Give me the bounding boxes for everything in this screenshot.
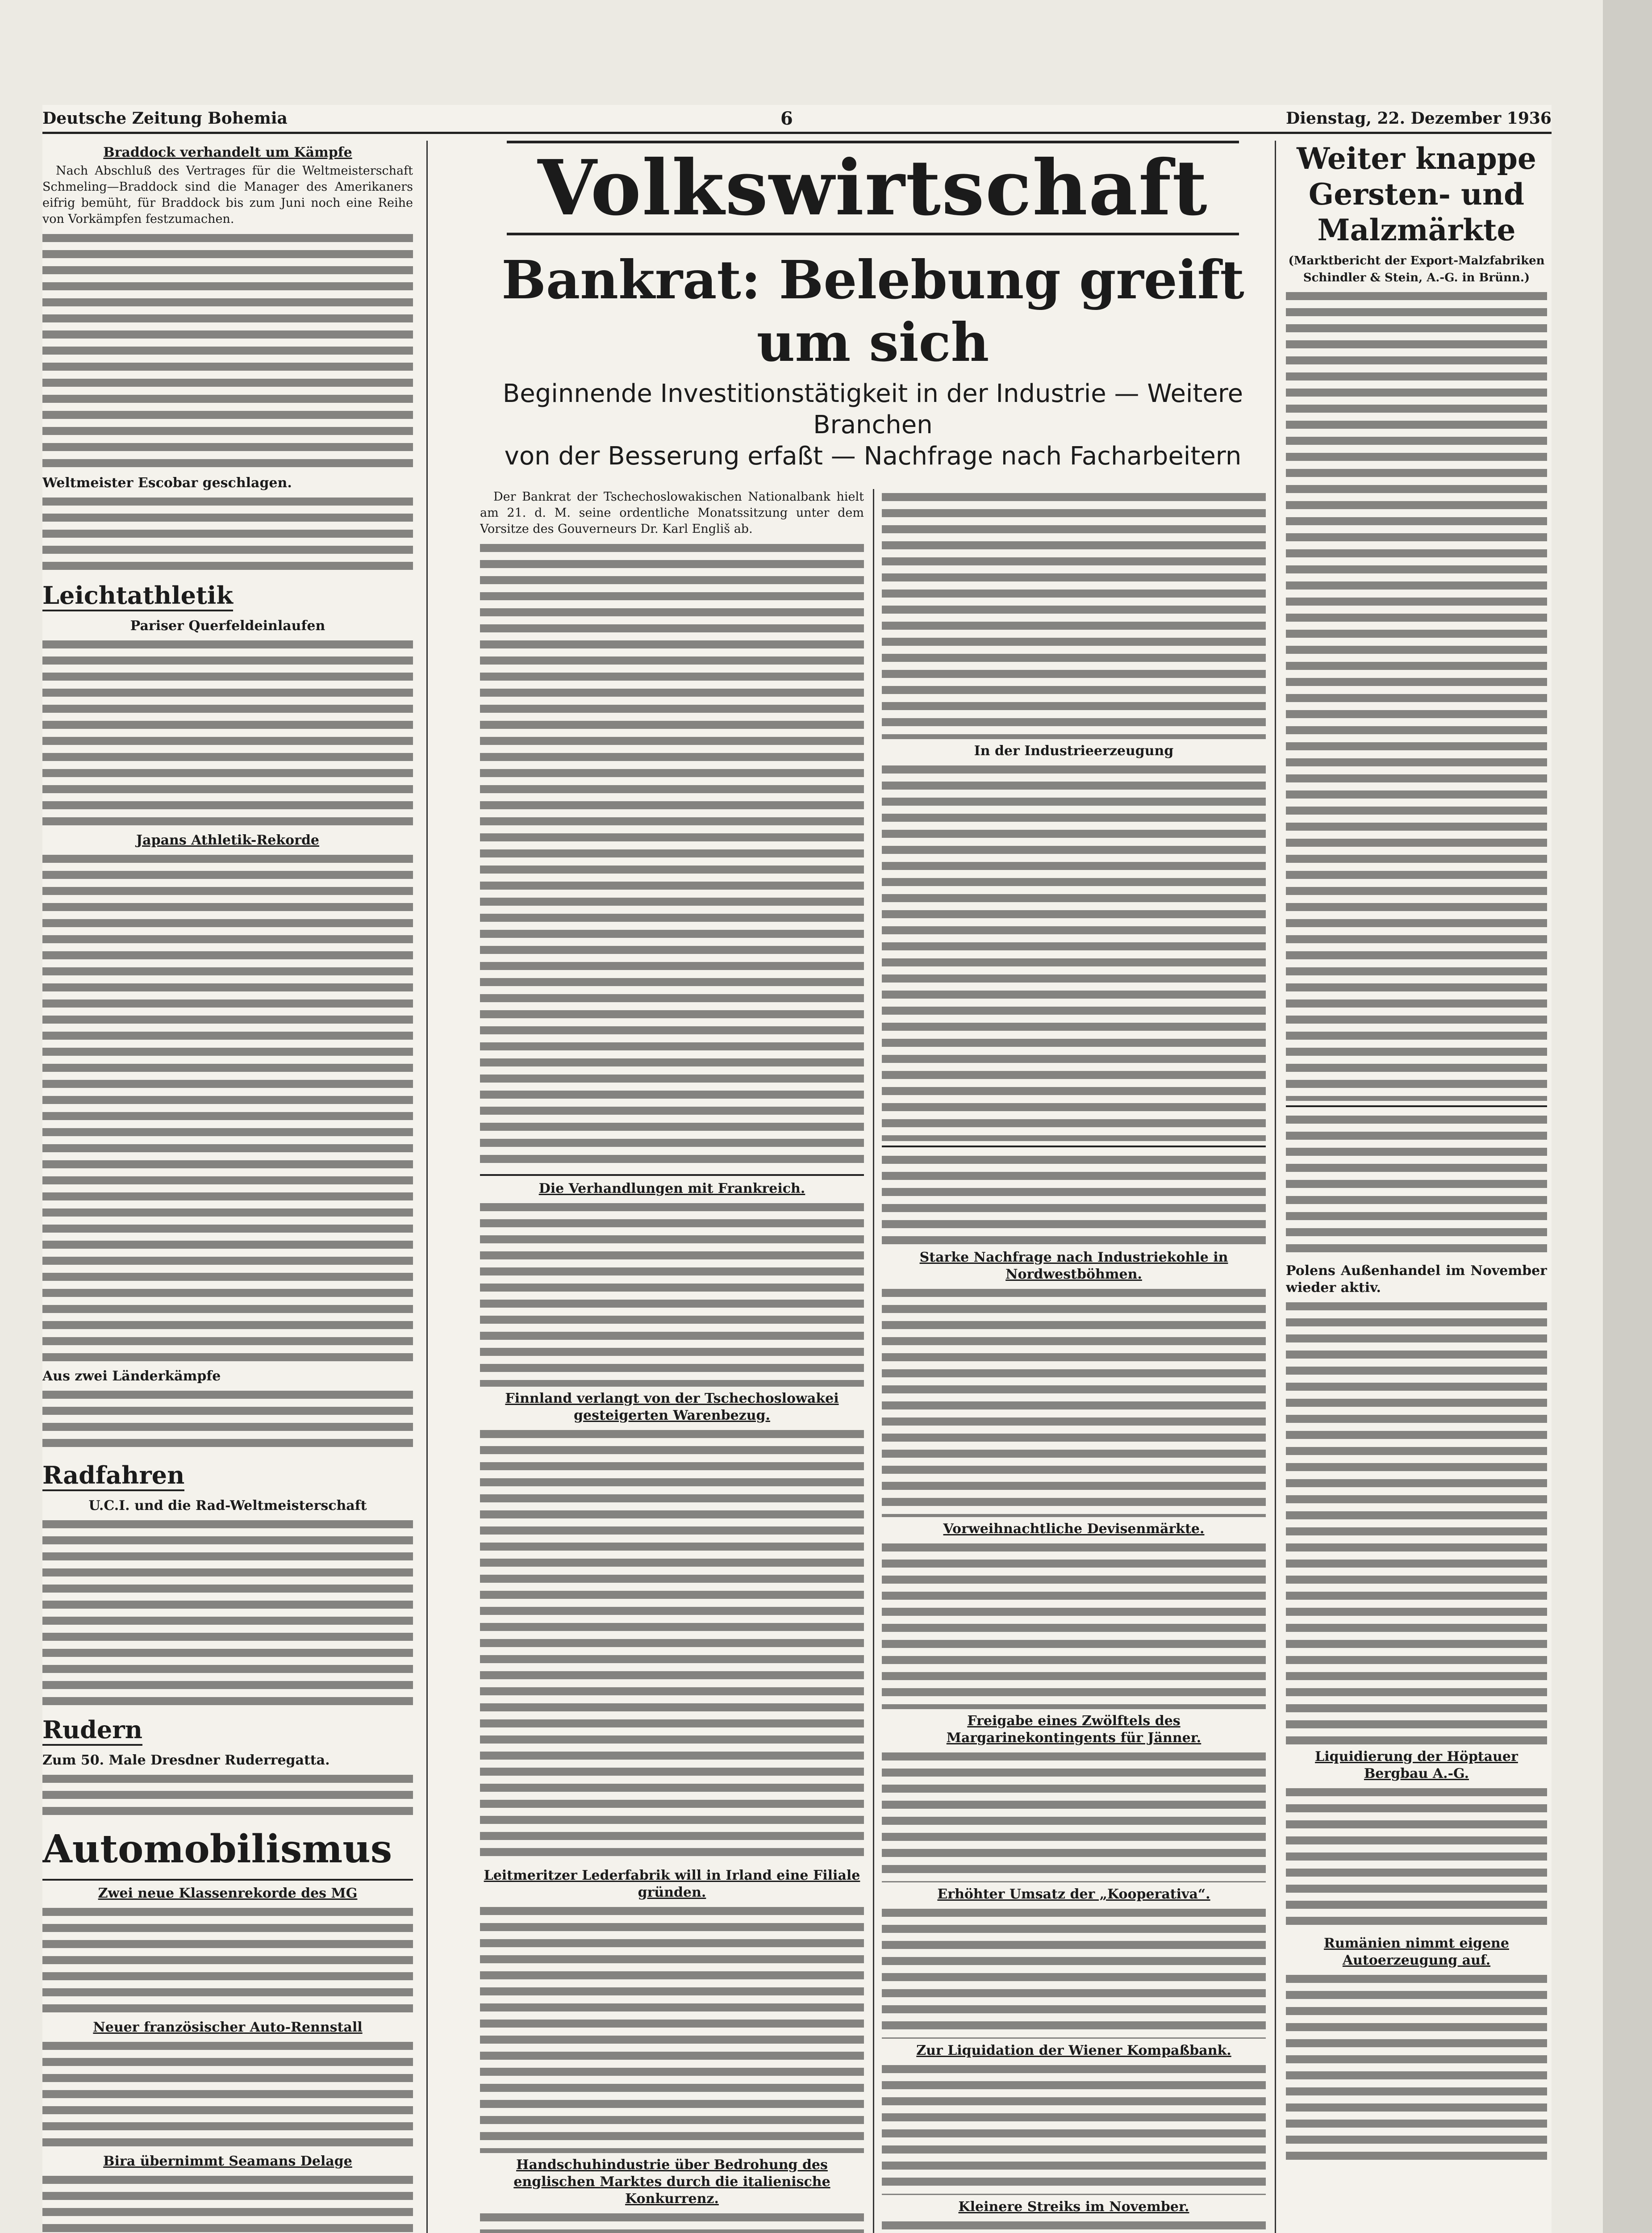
lead-subheadline-2: von der Besserung erfaßt — Nachfrage nach Facharbeitern xyxy=(504,442,1242,471)
column-rule-3 xyxy=(1275,141,1276,2233)
athletics-section-title: Leichtathletik xyxy=(42,581,233,611)
lead-headline: Bankrat: Belebung greift um sich xyxy=(501,249,1244,373)
bira-headline: Bira übernimmt Seamans Delage xyxy=(103,2154,352,2169)
right-rule xyxy=(1286,1105,1547,1107)
lead-subheadline-1: Beginnende Investitionstätigkeit in der Industrie — Weitere Branchen xyxy=(502,379,1243,439)
mg-headline: Zwei neue Klassenrekorde des MG xyxy=(98,1886,358,1901)
poland-body xyxy=(1286,1298,1547,1745)
romania-headline: Rumänien nimmt eigene Autoerzeugung auf. xyxy=(1324,1936,1509,1968)
france-headline: Die Verhandlungen mit Frankreich. xyxy=(538,1181,805,1196)
leather-body xyxy=(480,1903,864,2153)
rowing-section-title: Rudern xyxy=(42,1715,142,1746)
sports-column xyxy=(42,141,413,2233)
laender-body xyxy=(42,1387,413,1454)
paris-body xyxy=(42,636,413,828)
france-body xyxy=(480,1199,864,1387)
barley-headline: Weiter knappe Gersten- und Malzmärkte xyxy=(1297,141,1536,247)
japan-body xyxy=(42,851,413,1364)
page-header xyxy=(42,105,1552,134)
kompass-headline: Zur Liquidation der Wiener Kompaßbank. xyxy=(916,2043,1231,2058)
leather-headline: Leitmeritzer Lederfabrik will in Irland eine Filiale gründen. xyxy=(484,1868,860,1900)
industry-headline: In der Industrieerzeugung xyxy=(974,743,1174,759)
finland-body xyxy=(480,1426,864,1864)
japan-headline: Japans Athletik-Rekorde xyxy=(136,832,320,848)
escobar-body xyxy=(42,493,413,574)
paris-headline: Pariser Querfeldeinlaufen xyxy=(130,618,325,634)
boxing-intro: Nach Abschluß des Vertrages für die Weltmeisterschaft Schmeling—Braddock sind die Manager des Amerikaners eifrig bemüht, für Braddock bis zum Juni noch eine Reihe von Vorkämpfen festzumachen. xyxy=(42,164,413,226)
coal-body xyxy=(882,1285,1266,1517)
column-a-rule xyxy=(480,1174,864,1176)
france-body-b xyxy=(882,1152,1266,1246)
kompass-body xyxy=(882,2061,1266,2195)
column-rule-2 xyxy=(873,489,874,2233)
finland-headline: Finnland verlangt von der Tschechoslowakei gesteigerten Warenbezug. xyxy=(505,1391,839,1423)
barley-body xyxy=(1286,288,1547,1101)
economy-masthead: Volkswirtschaft xyxy=(507,141,1239,235)
rowing-headline: Zum 50. Male Dresdner Ruderregatta. xyxy=(42,1752,330,1768)
devisen-headline: Vorweihnachtliche Devisenmärkte. xyxy=(943,1521,1205,1537)
economy-column-b xyxy=(882,489,1266,2233)
rowing-body xyxy=(42,1771,413,1820)
auto-rule xyxy=(42,1879,413,1881)
cycling-section-title: Radfahren xyxy=(42,1461,184,1491)
column-b-rule xyxy=(882,1146,1266,1147)
boxing-body xyxy=(42,230,413,471)
french-stable-headline: Neuer französischer Auto-Rennstall xyxy=(93,2020,363,2035)
boxing-headline: Braddock verhandelt um Kämpfe xyxy=(103,145,352,160)
economy-heading xyxy=(471,141,1275,472)
glove-body xyxy=(480,2209,864,2233)
bira-body xyxy=(42,2172,413,2233)
hoeptauer-headline: Liquidierung der Höptauer Bergbau A.-G. xyxy=(1315,1749,1518,1781)
romania-body xyxy=(1286,1971,1547,2163)
margarine-headline: Freigabe eines Zwölftels des Margarinekontingents für Jänner. xyxy=(946,1713,1201,1746)
page-number: 6 xyxy=(780,108,793,129)
auto-section-title: Automobilismus xyxy=(42,1827,392,1872)
glove-headline: Handschuhindustrie über Bedrohung des englischen Marktes durch die italienische Konkurrenz. xyxy=(513,2157,830,2207)
economy-column-a xyxy=(480,489,864,2233)
mg-body xyxy=(42,1904,413,2016)
market-column xyxy=(1286,141,1547,2233)
uci-headline: U.C.I. und die Rad-Weltmeisterschaft xyxy=(88,1498,367,1514)
escobar-headline: Weltmeister Escobar geschlagen. xyxy=(42,475,292,491)
coal-headline: Starke Nachfrage nach Industriekohle in Nordwestböhmen. xyxy=(919,1250,1228,1282)
margarine-body xyxy=(882,1748,1266,1882)
bankrat-lead: Der Bankrat der Tschechoslowakischen Nationalbank hielt am 21. d. M. seine ordentliche Monatssitzung unter dem Vorsitze des Gouverneurs Dr. Karl Engliš ab. xyxy=(480,490,864,536)
french-stable-body xyxy=(42,2038,413,2149)
kooperativa-headline: Erhöhter Umsatz der „Kooperativa“. xyxy=(937,1886,1210,1902)
uci-body xyxy=(42,1516,413,1708)
poland-headline: Polens Außenhandel im November wieder aktiv. xyxy=(1286,1263,1547,1296)
industry-body xyxy=(882,761,1266,1141)
laender-headline: Aus zwei Länderkämpfe xyxy=(42,1368,221,1384)
scan-right-edge xyxy=(1603,0,1652,2233)
column-rule-1 xyxy=(426,141,428,2233)
strikes-headline: Kleinere Streiks im November. xyxy=(958,2199,1189,2215)
kooperativa-body xyxy=(882,1905,1266,2039)
newspaper-name: Deutsche Zeitung Bohemia xyxy=(42,109,288,128)
barley-byline: (Marktbericht der Export-Malzfabriken Schindler & Stein, A.-G. in Brünn.) xyxy=(1288,254,1545,284)
strikes-body-continued xyxy=(1286,1112,1547,1259)
bankrat-body-b xyxy=(882,489,1266,739)
strikes-body xyxy=(882,2217,1266,2233)
newspaper-page xyxy=(42,105,1552,2233)
issue-date: Dienstag, 22. Dezember 1936 xyxy=(1286,109,1552,128)
devisen-body xyxy=(882,1539,1266,1709)
hoeptauer-body xyxy=(1286,1784,1547,1932)
bankrat-body-a xyxy=(480,540,864,1170)
